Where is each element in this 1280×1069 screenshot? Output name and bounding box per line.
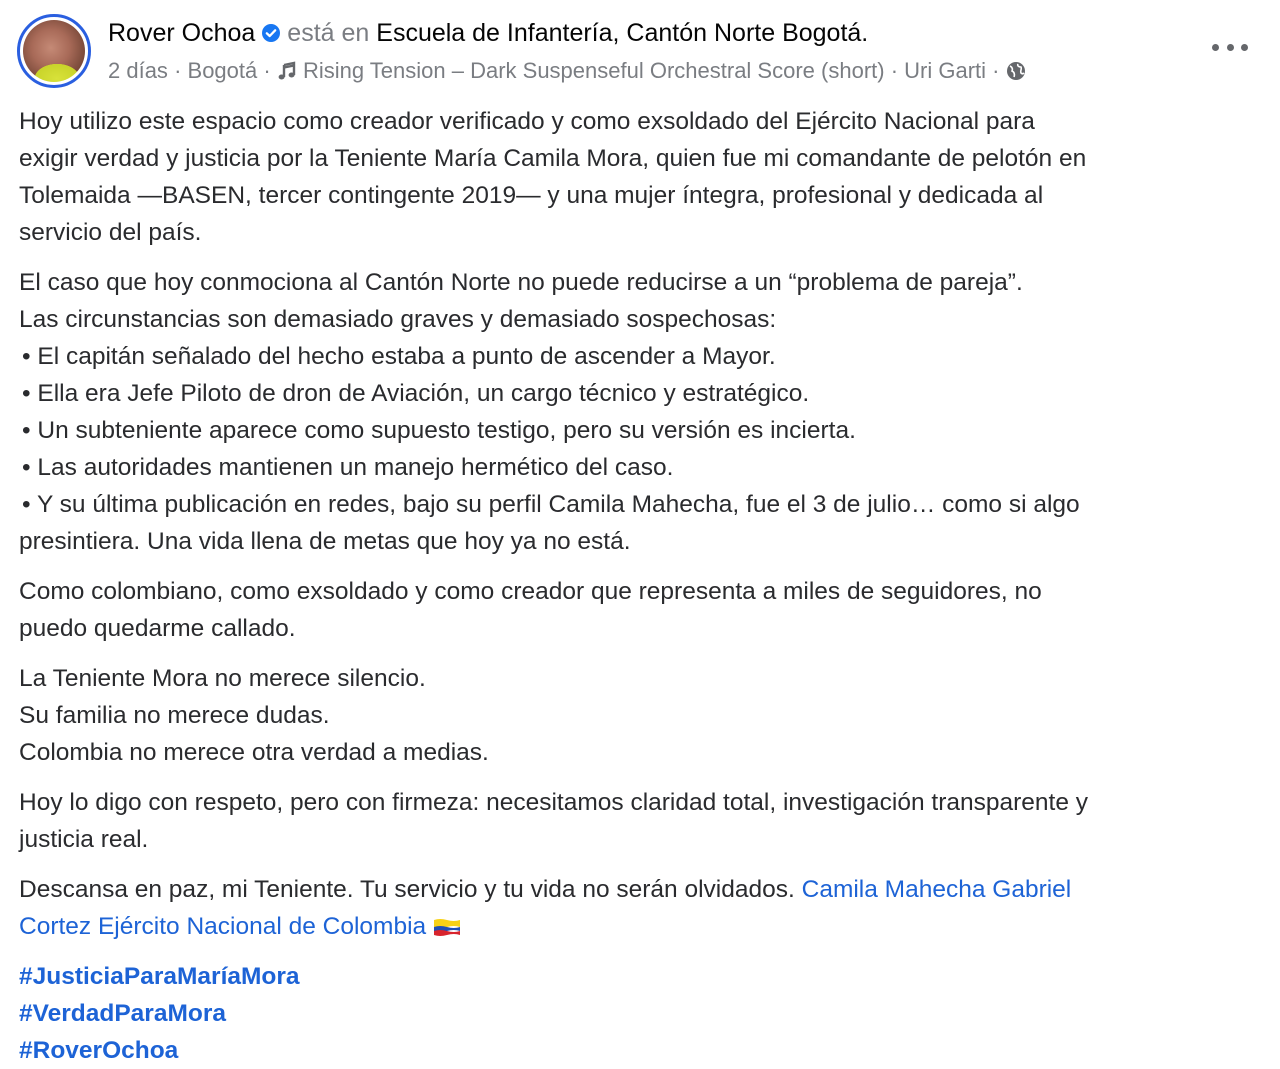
text-line: Como colombiano, como exsoldado y como creador que representa a miles de seguidores, no [19,578,1042,605]
hashtag-link[interactable]: #RoverOchoa [19,1037,179,1064]
author-name-link[interactable]: Rover Ochoa [108,19,256,47]
bullet-item: • Las autoridades mantienen un manejo hermético del caso. [22,454,674,481]
location-prefix: está en [287,19,370,47]
globe-icon[interactable] [1006,61,1026,81]
colombia-flag-icon [432,917,462,937]
post-time-link[interactable]: 2 días [108,58,168,83]
text-line: Su familia no merece dudas. [19,702,330,729]
paragraph-tribute [19,871,1269,945]
paragraph-demands [19,660,1269,771]
post-header [0,0,1280,100]
text-line [19,908,1269,945]
paragraph-case [19,264,1269,560]
paragraph-statement [19,573,1269,647]
text-line [19,871,1269,908]
text-line: puedo quedarme callado. [19,615,296,642]
text-line: La Teniente Mora no merece silencio. [19,665,426,692]
text-line: Las circunstancias son demasiado graves y demasiado sospechosas: [19,306,777,333]
bullet-item: • Y su última publicación en redes, bajo su perfil Camila Mahecha, fue el 3 de julio… como si algo [22,491,1080,518]
hashtag-link[interactable]: #JusticiaParaMaríaMora [19,963,300,990]
more-dot-icon [1241,44,1248,51]
verified-badge-icon [261,23,281,43]
more-dot-icon [1227,44,1234,51]
text-line: Hoy utilizo este espacio como creador verificado y como exsoldado del Ejército Nacional para [19,108,1035,135]
music-artist-link[interactable]: Uri Garti [904,58,987,83]
text-line: exigir verdad y justicia por la Teniente María Camila Mora, quien fue mi comandante de pelotón en [19,145,1087,172]
more-dot-icon [1212,44,1219,51]
post-meta [108,55,1026,87]
text-line: Hoy lo digo con respeto, pero con firmeza: necesitamos claridad total, investigación transparente y [19,789,1089,816]
meta-separator: · [992,58,1000,83]
hashtag-link[interactable]: #VerdadParaMora [19,1000,226,1027]
meta-separator: · [890,58,899,83]
hashtag-list [19,958,1269,1069]
avatar-image [23,20,85,82]
tribute-text: Descansa en paz, mi Teniente. Tu servicio y tu vida no serán olvidados. [19,876,795,903]
text-line: Tolemaida —BASEN, tercer contingente 2019— y una mujer íntegra, profesional y dedicada al [19,182,1044,209]
tag-link-ejercito-nacional[interactable]: Cortez Ejército Nacional de Colombia [19,913,427,940]
text-line: justicia real. [19,826,149,853]
bullet-item: • Ella era Jefe Piloto de dron de Aviación, un cargo técnico y estratégico. [22,380,810,407]
bullet-item: • Un subteniente aparece como supuesto testigo, pero su versión es incierta. [22,417,856,444]
text-line: El caso que hoy conmociona al Cantón Norte no puede reducirse a un “problema de pareja”. [19,269,1023,296]
post-header-title [108,16,868,50]
text-line: servicio del país. [19,219,202,246]
post-city: Bogotá [187,58,258,83]
tag-link-camila-mahecha-gabriel[interactable]: Camila Mahecha Gabriel [801,876,1072,903]
post-body [19,103,1269,1069]
location-link[interactable]: Escuela de Infantería, Cantón Norte Bogotá. [376,19,869,47]
meta-separator: · [174,58,182,83]
bullet-item: • El capitán señalado del hecho estaba a punto de ascender a Mayor. [22,343,776,370]
music-title-link[interactable]: Rising Tension – Dark Suspenseful Orchestral Score (short) [302,58,885,83]
meta-separator: · [263,58,271,83]
avatar[interactable] [17,14,91,88]
paragraph-intro [19,103,1269,251]
paragraph-firmness [19,784,1269,858]
more-options-button[interactable] [1212,36,1248,58]
text-line: presintiera. Una vida llena de metas que hoy ya no está. [19,528,631,555]
music-note-icon [277,61,297,81]
text-line: Colombia no merece otra verdad a medias. [19,739,489,766]
